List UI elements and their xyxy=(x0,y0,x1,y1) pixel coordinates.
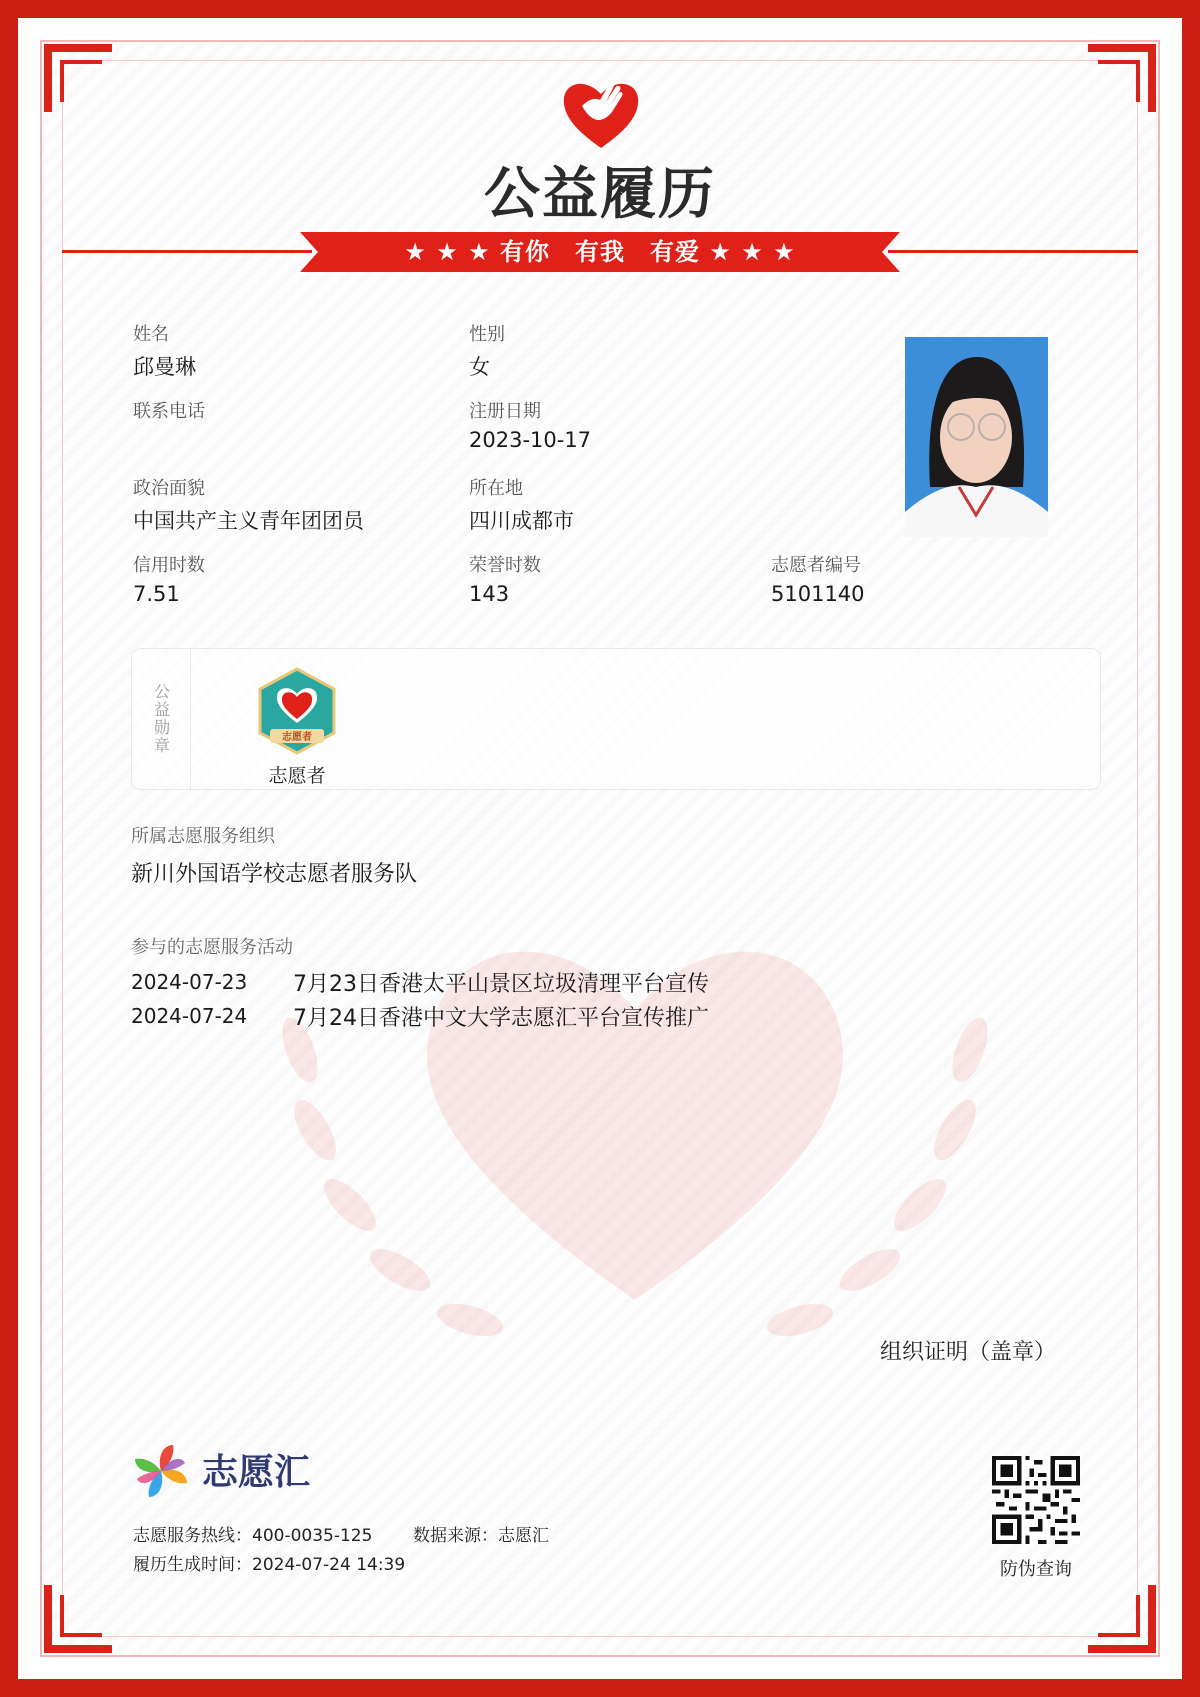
politics-value: 中国共产主义青年团团员 xyxy=(133,509,364,533)
gender-label: 性别 xyxy=(469,324,505,345)
medal-side-label: 公益勋章 xyxy=(151,683,171,755)
register-date-label: 注册日期 xyxy=(469,401,541,422)
generated-time-text: 履历生成时间：2024-07-24 14:39 xyxy=(133,1555,406,1575)
honor-hours-label: 荣誉时数 xyxy=(469,555,541,576)
activities-label: 参与的志愿服务活动 xyxy=(131,937,293,958)
organization-name: 新川外国语学校志愿者服务队 xyxy=(131,862,418,887)
page-title: 公益履历 xyxy=(484,162,716,227)
seal-text: 组织证明（盖章） xyxy=(880,1340,1057,1365)
header-rule-right xyxy=(888,250,1138,253)
profile-photo xyxy=(905,337,1048,537)
data-source-text: 数据来源：志愿汇 xyxy=(413,1526,549,1546)
phone-label: 联系电话 xyxy=(133,401,205,422)
activity-date: 2024-07-23 xyxy=(131,970,248,994)
medal-panel xyxy=(131,648,1101,790)
header-rule-left xyxy=(62,250,312,253)
corner-ornament-top-left xyxy=(44,44,114,114)
register-date-value: 2023-10-17 xyxy=(469,428,592,452)
brand-name: 志愿汇 xyxy=(202,1452,311,1493)
credit-hours-value: 7.51 xyxy=(133,582,180,606)
location-label: 所在地 xyxy=(469,478,523,499)
location-value: 四川成都市 xyxy=(469,509,574,533)
qr-label: 防伪查询 xyxy=(1000,1559,1072,1580)
politics-label: 政治面貌 xyxy=(133,478,205,499)
organization-label: 所属志愿服务组织 xyxy=(131,826,275,847)
activity-name: 7月23日香港太平山景区垃圾清理平台宣传 xyxy=(293,972,709,997)
activity-date: 2024-07-24 xyxy=(131,1004,248,1028)
volunteer-id-label: 志愿者编号 xyxy=(771,555,861,576)
pinwheel-logo-icon xyxy=(130,1440,192,1502)
hotline-text: 志愿服务热线：400-0035-125 xyxy=(133,1526,373,1546)
honor-hours-value: 143 xyxy=(469,582,510,606)
badge-caption: 志愿者 xyxy=(282,732,312,743)
heart-hand-logo-icon xyxy=(560,76,642,152)
medal-panel-side xyxy=(132,649,191,789)
activity-name: 7月24日香港中文大学志愿汇平台宣传推广 xyxy=(293,1006,709,1031)
volunteer-id-value: 5101140 xyxy=(771,582,865,606)
corner-ornament-bottom-right xyxy=(1086,1583,1156,1653)
name-label: 姓名 xyxy=(133,324,169,345)
slogan-text: ★ ★ ★ 有你 有我 有爱 ★ ★ ★ xyxy=(404,238,796,266)
gender-value: 女 xyxy=(469,355,490,379)
anti-counterfeit-qr-code[interactable] xyxy=(992,1456,1080,1544)
credit-hours-label: 信用时数 xyxy=(133,555,205,576)
volunteer-badge-icon[interactable] xyxy=(256,667,338,755)
medal-name: 志愿者 xyxy=(268,765,326,787)
name-value: 邱曼琳 xyxy=(133,355,196,379)
corner-ornament-bottom-left xyxy=(44,1583,114,1653)
corner-ornament-top-right xyxy=(1086,44,1156,114)
